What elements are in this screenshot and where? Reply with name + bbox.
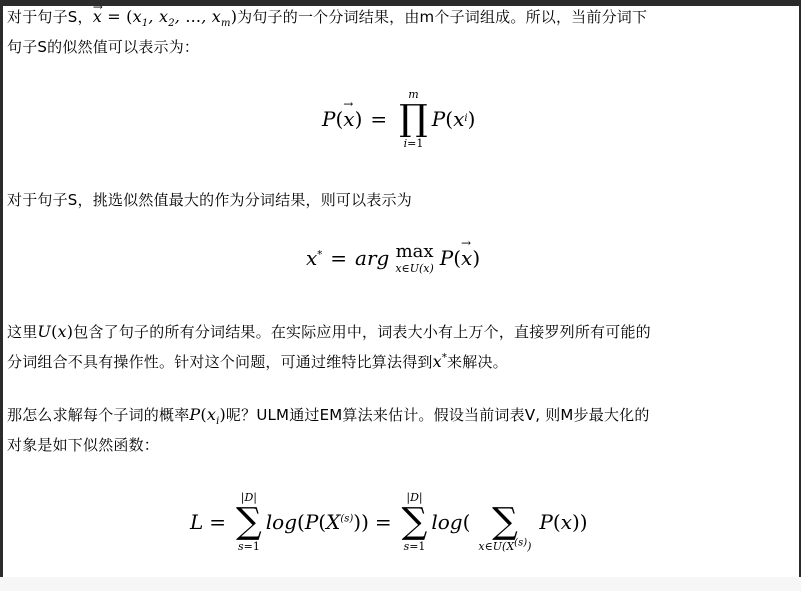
bottom-strip (0, 577, 801, 591)
product-operator: m ∏ i=1 (399, 88, 428, 150)
sum-operator-1: |D| ∑ s=1 (236, 491, 262, 553)
p3-text-post: 包含了句子的所有分词结果。在实际应用中，词表大小有上万个，直接罗列所有可能的 (73, 323, 651, 341)
p3-line2-pre: 分词组合不具有操作性。针对这个问题，可通过维特比算法得到 (7, 353, 433, 371)
paragraph-1-line-2: 句子S的似然值可以表示为： (7, 38, 200, 56)
p3-inline-math: U(x) (37, 322, 74, 341)
max-operator: max x∈U(x) (395, 240, 434, 275)
paragraph-3 (7, 317, 792, 347)
paragraph-4-line-2: 对象是如下似然函数： (7, 436, 160, 454)
formula-likelihood-product: P ( → x ) = m ∏ i=1 P ( x i ) (322, 84, 475, 154)
p4-text-pre: 那怎么求解每个子词的概率 (7, 406, 190, 424)
p1-text-pre: 对于句子S， (7, 8, 93, 26)
p1-text-post: 为句子的一个分词结果，由m个子词组成。所以，当前分词下 (237, 8, 648, 26)
formula-em-likelihood: L = |D| ∑ s=1 log ( P ( $X^{(s)}$ )) = |D| ∑ s=1 log ( ∑ $x\in U(X^{(s)})$ P ( x )) (190, 491, 588, 553)
formula-argmax: x* = arg max x∈U(x) P ( → x ) (306, 232, 480, 284)
p3-line2-math: x* (432, 352, 448, 371)
paragraph-3-line-2 (7, 347, 792, 377)
p1-inline-math: → $x = (x_1$, $x_2$, ..., $x_m$) (93, 7, 237, 26)
paragraph-1 (7, 2, 792, 32)
sum-operator-3: ∑ $x\in U(X^{(s)})$ (478, 501, 532, 553)
window-frame-left (0, 0, 3, 591)
p4-inline-math: $P(x_i)$ (189, 405, 226, 428)
sum-operator-2: |D| ∑ s=1 (401, 491, 428, 553)
p3-line2-post: 来解决。 (447, 353, 508, 371)
paragraph-4 (7, 400, 792, 430)
p3-text-pre: 这里 (7, 323, 38, 341)
paragraph-2: 对于句子S，挑选似然值最大的作为分词结果，则可以表示为 (7, 191, 412, 209)
p4-text-post: 呢？ULM通过EM算法来估计。假设当前词表V, 则M步最大化的 (225, 406, 650, 424)
